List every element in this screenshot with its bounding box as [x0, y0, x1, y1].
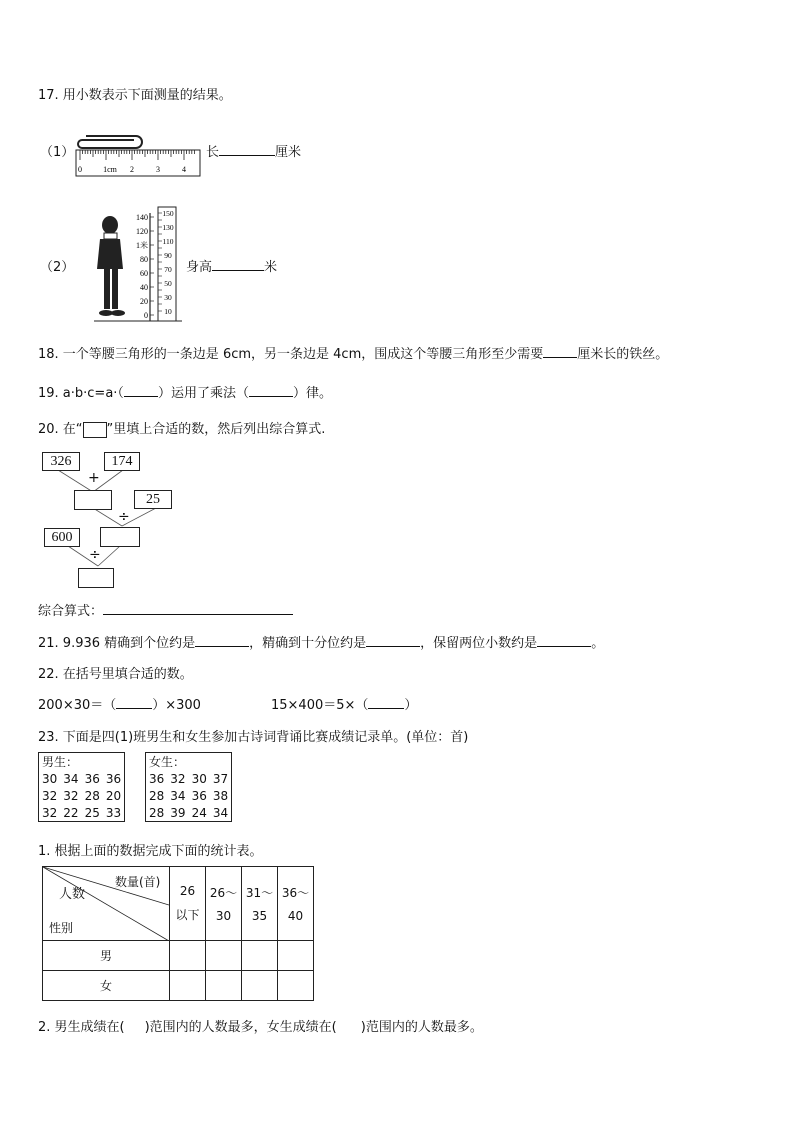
- right-scale-3: 90: [164, 251, 172, 260]
- q20-box-326: 326: [42, 452, 80, 471]
- boys-cell: 22: [63, 805, 79, 820]
- q21-part-b: ，精确到十分位约是: [249, 636, 367, 651]
- right-scale-0: 150: [162, 209, 174, 218]
- q17-part1-prefix: 长: [206, 145, 220, 160]
- boys-cell: 34: [63, 771, 79, 786]
- stat-row-label-female: 女: [43, 971, 170, 1001]
- girls-cell: 39: [170, 805, 186, 820]
- q22-eq2-pre: 15×400＝5×（: [271, 698, 369, 713]
- boy-icon: [97, 216, 125, 316]
- q23-sub2: [38, 1016, 483, 1035]
- q17-part2-answer: [186, 256, 277, 275]
- q17-title: 17. 用小数表示下面测量的结果。: [38, 88, 232, 103]
- stat-cell[interactable]: [206, 971, 242, 1001]
- q17-part1-blank[interactable]: [219, 143, 275, 156]
- girls-cell: 38: [212, 788, 229, 803]
- girls-label: 女生：: [149, 755, 186, 769]
- q22-eq1-pre: 200×30＝（: [38, 698, 117, 713]
- q19-part-c: ）律。: [292, 386, 332, 401]
- q22-eq1-post: ）×300: [152, 698, 201, 713]
- q21: [38, 632, 604, 651]
- right-scale-6: 30: [164, 293, 172, 302]
- stat-cell[interactable]: [278, 971, 314, 1001]
- stat-header-qty: 数量(首): [115, 875, 161, 889]
- girls-record-table: [145, 752, 232, 822]
- q19-blank-2[interactable]: [249, 384, 293, 397]
- stat-cell[interactable]: [170, 971, 206, 1001]
- height-figure: [92, 205, 184, 325]
- stat-cell[interactable]: [278, 941, 314, 971]
- q20-formula-label: 综合算式：: [38, 604, 104, 619]
- q20-box-174: 174: [104, 452, 140, 471]
- q21-blank-1[interactable]: [195, 634, 249, 647]
- girls-cell: 28: [149, 805, 165, 820]
- q19: [38, 382, 332, 401]
- q23-title: 23. 下面是四(1)班男生和女生参加古诗词背诵比赛成绩记录单。(单位：首): [38, 730, 469, 745]
- paper-clip-icon: [78, 136, 142, 148]
- stat-col-header: 26 以下: [170, 867, 206, 941]
- q21-part-d: 。: [591, 636, 605, 651]
- stat-header-gender: 性别: [49, 921, 74, 935]
- q20-op-div-1: ÷: [118, 509, 130, 525]
- boys-cell: 33: [105, 805, 122, 820]
- q19-blank-1[interactable]: [124, 384, 158, 397]
- left-scale-1: 120: [136, 227, 148, 236]
- boys-cell: 32: [42, 805, 58, 820]
- left-scale-0: 140: [136, 213, 148, 222]
- q22-blank-1[interactable]: [116, 696, 152, 709]
- q22-eq1: [38, 694, 201, 713]
- q19-part-b: ）运用了乘法（: [157, 386, 249, 401]
- q17-part2-prefix: 身高: [186, 260, 213, 275]
- stat-col-header: 31～ 35: [242, 867, 278, 941]
- q20-box-600: 600: [44, 528, 80, 547]
- boys-label: 男生：: [42, 755, 79, 769]
- stat-cell[interactable]: [242, 971, 278, 1001]
- q20-answer-box-2[interactable]: [100, 527, 140, 547]
- girls-cell: 32: [170, 771, 186, 786]
- boys-cell: 28: [84, 788, 100, 803]
- boys-cell: 20: [105, 788, 122, 803]
- girls-cell: 34: [170, 788, 186, 803]
- q20-box-25: 25: [134, 490, 172, 509]
- q23-sub1: 1. 根据上面的数据完成下面的统计表。: [38, 844, 263, 859]
- q17-part1-answer: [206, 141, 301, 160]
- stat-col-header: 36～ 40: [278, 867, 314, 941]
- girls-cell: 36: [149, 771, 165, 786]
- girls-cell: 28: [149, 788, 165, 803]
- stat-col-header: 26～ 30: [206, 867, 242, 941]
- q20-answer-box-1[interactable]: [74, 490, 112, 510]
- q20-title: [38, 418, 325, 438]
- q17-part1-label: （1）: [40, 145, 75, 160]
- ruler-figure: [74, 130, 204, 180]
- q18-text: 18. 一个等腰三角形的一条边是 6cm，另一条边是 4cm，围成这个等腰三角形至少需要: [38, 347, 544, 362]
- q21-part-c: ，保留两位小数约是: [420, 636, 538, 651]
- q17-part1-unit: 厘米: [275, 145, 302, 160]
- left-scale-5: 40: [140, 283, 148, 292]
- q21-blank-2[interactable]: [366, 634, 420, 647]
- right-scale-5: 50: [164, 279, 172, 288]
- right-scale-7: 10: [164, 307, 172, 316]
- q18: [38, 343, 668, 362]
- q22-eq2-post: ）: [404, 698, 418, 713]
- q20-op-div-2: ÷: [89, 547, 101, 563]
- boys-cell: 30: [42, 771, 58, 786]
- stat-header-people: 人数: [59, 887, 86, 902]
- ruler-tick-0: 0: [78, 165, 82, 174]
- right-scale-1: 130: [162, 223, 174, 232]
- q17-part2-blank[interactable]: [212, 258, 264, 271]
- q20-answer-box-3[interactable]: [78, 568, 114, 588]
- girls-cell: 36: [191, 788, 207, 803]
- right-scale-2: 110: [162, 237, 174, 246]
- q20-formula: [38, 600, 293, 619]
- left-scale-4: 60: [140, 269, 148, 278]
- boys-cell: 36: [84, 771, 100, 786]
- q21-blank-3[interactable]: [537, 634, 591, 647]
- q23-sub2-c: )范围内的人数最多。: [360, 1020, 483, 1035]
- q22-blank-2[interactable]: [368, 696, 404, 709]
- boys-cell: 32: [42, 788, 58, 803]
- q19-part-a: 19. a·b·c=a·（: [38, 386, 124, 401]
- girls-cell: 30: [191, 771, 207, 786]
- q22-title: 22. 在括号里填合适的数。: [38, 667, 193, 682]
- stat-header-diagonal-cell: [43, 867, 170, 941]
- q20-op-plus: +: [88, 470, 100, 486]
- q18-blank[interactable]: [543, 345, 577, 358]
- left-scale-6: 20: [140, 297, 148, 306]
- q21-part-a: 21. 9.936 精确到个位约是: [38, 636, 196, 651]
- q20-title-post: ”里填上合适的数，然后列出综合算式.: [106, 422, 326, 437]
- right-scale-4: 70: [164, 265, 172, 274]
- girls-cell: 37: [212, 771, 229, 786]
- q23-sub2-b: )范围内的人数最多，女生成绩在(: [144, 1020, 337, 1035]
- q17-part2-label: （2）: [40, 260, 75, 275]
- boys-cell: 36: [105, 771, 122, 786]
- left-scale-3: 80: [140, 255, 148, 264]
- stat-cell[interactable]: [206, 941, 242, 971]
- ruler-tick-2: 2: [130, 165, 134, 174]
- girls-cell: 24: [191, 805, 207, 820]
- boys-record-table: [38, 752, 125, 822]
- ruler-tick-4: 4: [182, 165, 186, 174]
- q17-part2-unit: 米: [264, 260, 278, 275]
- q18-unit: 厘米长的铁丝。: [577, 347, 669, 362]
- boys-cell: 32: [63, 788, 79, 803]
- left-scale-2: 1米: [136, 241, 148, 250]
- girls-cell: 34: [212, 805, 229, 820]
- ruler-tick-1: 1cm: [103, 165, 117, 174]
- q22-eq2: [271, 694, 417, 713]
- q20-box-symbol: [83, 422, 107, 438]
- stat-table: [42, 866, 314, 1001]
- stat-cell[interactable]: [170, 941, 206, 971]
- left-scale-7: 0: [144, 311, 148, 320]
- q20-formula-blank[interactable]: [103, 602, 293, 615]
- boys-cell: 25: [84, 805, 100, 820]
- stat-cell[interactable]: [242, 941, 278, 971]
- q23-sub2-a: 2. 男生成绩在(: [38, 1020, 125, 1035]
- stat-row-label-male: 男: [43, 941, 170, 971]
- ruler-tick-3: 3: [156, 165, 160, 174]
- q20-title-pre: 20. 在“: [38, 422, 83, 437]
